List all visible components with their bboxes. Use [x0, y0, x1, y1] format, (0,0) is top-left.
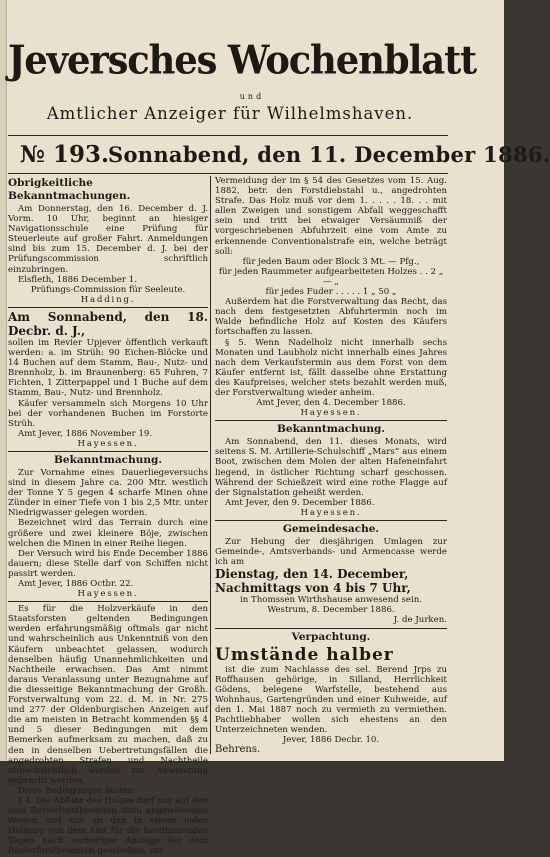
- notice-text: Käufer versammeln sich Morgens 10 Uhr bei der vorhandenen Buchen im Forstorte Strüh.: [8, 398, 208, 429]
- sale-heading: Am Sonnabend, den 18. Decbr. d. J.,: [8, 309, 208, 338]
- notice-text: Vermeidung der im § 54 des Gesetzes vom 15. Aug. 1882, betr. den Forstdiebstahl u., angedrohten Strafe. Das Holz muß vor dem 1. . . . . 18. . . mit allen Zweigen und sonstigem Abfall weggeschafft sein und tritt bei etwaiger Versäumniß der vorgeschriebenen Abfuhrzeit eine vom Amte zu erkennende Conventionalstrafe ein, welche beträgt soll:: [215, 176, 447, 257]
- notice-name: Hadding.: [80, 294, 136, 305]
- notice-text: Diese Bedingungen lauten:: [18, 785, 136, 796]
- notice-date: Westrum, 8. December 1886.: [267, 605, 395, 616]
- notice-name: Behrens.: [215, 744, 261, 756]
- notice-text: ist die zum Nachlasse des sel. Berend Jrps zu Roffhausen gehörige, in Silland, Herrlichkeit Gödens, belegene Warfstelle, bestehend aus Wohnhaus, Gartengründen und einer Kuhweide, auf den 1. Mai 1887 noch zu vermieth zu vermiethen. Pachtliebhaber wollen sich ehestens an den Unterzeichneten wenden.: [215, 664, 447, 736]
- notice-text: in Thomssen Wirthshause anwesend sein.: [239, 595, 422, 606]
- issue-line: [8, 138, 550, 172]
- notice-text: Zur Hebung der diesjährigen Umlagen zur Gemeinde-, Amtsverbands- und Armencasse werde ich am: [215, 537, 447, 568]
- notice-text: Es für die Holzverkäufe in den Staatsforsten geltenden Bedingungen werden erfahrungsmäßig oftmals gar nicht und wahrscheinlich aus Unkenntniß von den Käufern unbeachtet gelassen, wodurch denselben häufig Unannehmlichkeiten und Nachtheile erwachsen. Das Amt nimmt daraus Veranlassung unter Bezugnahme auf die diesseitige Bekanntmachung der Großh. Forstverwaltung vom 22. d. M. in Nr. 275 und 277 der Oldenburgischen Anzeigen auf die am meisten in Betracht kommenden §§ 4 und 5 dieser Bedingungen mit dem Bemerken aufmerksam zu machen, daß zu den in denselben Uebertretungsfällen die angedrohten Strafen und Nachtheile unnachsichtlich werden zur Anwendung gebracht werden.: [8, 604, 208, 786]
- notice-text: Am Sonnabend, den 11. dieses Monats, wird seitens S. M. Artillerie-Schulschiff „Mars“ aus einem Boot, zwischen dem Molen der alten Hafeneinfahrt liegend, in östlicher Richtung scharf geschossen. Während der Schießzeit wird eine rothe Flagge auf der Signalstation geheißt werden.: [215, 437, 447, 498]
- large-headline: Umstände halber: [215, 644, 394, 665]
- notice-date: Elsfleth, 1886 December 1.: [18, 274, 137, 285]
- notice-text: § 4. Die Abfuhr des Holzes darf nur auf den vom Revierforstbeamten dazu angewiesenen Wegen und nur an den in einem jeden Holzung von dem Amt für die bestimmenden Tagen nach vorheriger Anzeige bei dem Revierforstbeamten geschehen, zur: [8, 795, 208, 857]
- separator: [215, 420, 447, 421]
- section-heading: Obrigkeitliche Bekanntmachungen.: [8, 177, 131, 202]
- issue-date: Sonnabend, den 11. December 1886.: [108, 142, 550, 167]
- notice-name: J. de Jurken.: [393, 615, 447, 626]
- separator: [215, 520, 447, 521]
- notice-text: Außerdem hat die Forstverwaltung das Recht, das nach dem festgesetzten Abfuhrtermin noch im Walde befindliche Holz auf Kosten des Käufers fortschaffen zu lassen.: [215, 297, 447, 338]
- notice-date: Amt Jever, den 9. December 1886.: [225, 497, 375, 508]
- left-column: [8, 176, 208, 857]
- masthead-und: und: [239, 92, 265, 101]
- notice-date: Amt Jever, 1886 November 19.: [18, 428, 153, 439]
- top-rule: [8, 135, 448, 136]
- notice-name: Hayessen.: [300, 507, 362, 518]
- separator: [8, 307, 208, 308]
- masthead-subtitle: Amtlicher Anzeiger für Wilhelmshaven.: [46, 104, 414, 123]
- notice-date: Amt Jever, den 4. December 1886.: [256, 398, 406, 409]
- right-column: [215, 176, 447, 756]
- column-divider: [210, 176, 211, 754]
- notice-text: Der Versuch wird bis Ende December 1886 dauern; diese Stelle darf von Schiffen nicht passirt werden.: [8, 548, 208, 579]
- section-heading: Verpachtung.: [291, 630, 371, 643]
- separator: [215, 628, 447, 629]
- notice-date: Jever, 1886 Decbr. 10.: [282, 735, 380, 746]
- section-heading: Bekanntmachung.: [277, 423, 385, 436]
- notice-name: Hayessen.: [300, 408, 362, 419]
- notice-name: Hayessen.: [77, 438, 139, 449]
- fee-line: für jedes Fuder . . . . . 1 „ 50 „: [265, 287, 397, 298]
- date-highlight: Dienstag, den 14. December,: [215, 567, 409, 582]
- issue-number: № 193.: [20, 141, 110, 168]
- masthead-title: Jeversches Wochenblatt: [8, 36, 476, 84]
- notice-text: § 5. Wenn Nadelholz nicht innerhalb sechs Monaten und Laubholz nicht innerhalb eines Jahres nach dem Verkaufstermin aus dem Forst von dem Käufer entfernt ist, fällt dasselbe ohne Erstattung des Kaufpreises, welcher stets bezahlt werden muß, der Forstverwaltung wieder anheim.: [215, 337, 447, 398]
- notice-text: Zur Vornahme eines Dauerliegeversuchs sind in diesem Jahre ca. 200 Mtr. westlich der Tonne Y 5 gegen 4 scharfe Minen ohne Zünder in einer Tiefe von 1 bis 2,5 Mtr. unter Niedrigwasser gelegen worden.: [8, 467, 208, 519]
- separator: [8, 451, 208, 452]
- notice-name: Hayessen.: [77, 589, 139, 600]
- notice-text: sollen im Revier Upjever öffentlich verkauft werden: a. im Strüh: 90 Eichen-Blöcke und 14 Buchen auf dem Stamm, Bau-, Nutz- und Brennholz, b. im Braunenberg: 65 Fuhren, 7 Fichten, 1 Zitterpappel und 1 Buche auf dem Stamm, Bau-, Nutz- und Brennholz.: [8, 337, 208, 399]
- section-heading: Bekanntmachung.: [54, 453, 162, 466]
- separator: [8, 601, 208, 602]
- section-heading: Gemeindesache.: [282, 523, 380, 535]
- notice-text: Am Donnerstag, den 16. December d. J. Vorm. 10 Uhr, beginnt an hiesiger Navigationsschule eine Prüfung für Steuerleute auf großer Fahrt. Anmeldungen sind bis zum 15. December d. J. bei der Prüfungscommission schriftlich einzubringen.: [8, 204, 208, 275]
- notice-text: Bezeichnet wird das Terrain durch eine größere und zwei kleinere Böje, zwischen welchen die Minen in einer Reihe liegen.: [8, 518, 208, 549]
- issue-rule: [8, 173, 448, 174]
- fee-line: für jeden Baum oder Block 3 Mt. — Pfg.,: [242, 256, 420, 267]
- page-edge: [0, 0, 7, 761]
- fee-line: für jeden Raummeter aufgearbeiteten Holzes . . 2 „ — „: [218, 266, 444, 287]
- notice-date: Amt Jever, 1886 Octbr. 22.: [18, 579, 134, 589]
- time-highlight: Nachmittags von 4 bis 7 Uhr,: [215, 581, 411, 596]
- notice-signature: Prüfungs-Commission für Seeleute.: [30, 284, 186, 295]
